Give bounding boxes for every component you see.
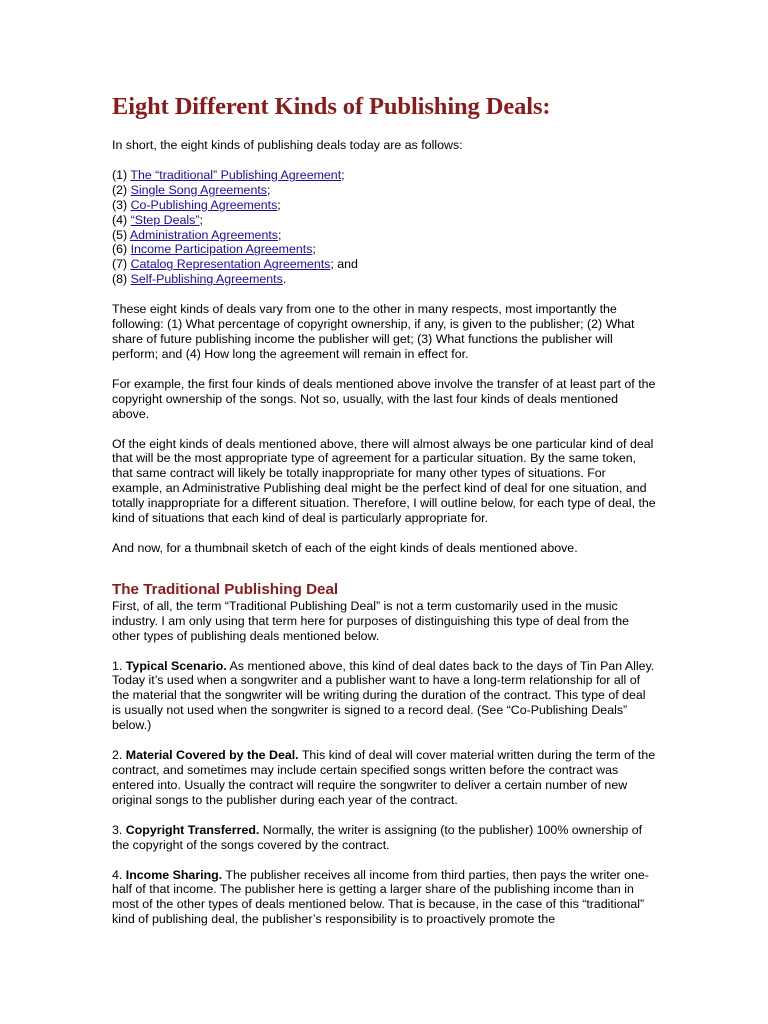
body-paragraph: For example, the first four kinds of deals mentioned above involve the transfer of at least part of the copyright ownership of the songs. Not so, usually, with the last four kinds of deals mentioned above. xyxy=(112,376,656,421)
item-heading: Material Covered by the Deal. xyxy=(125,748,299,763)
link-step-deals[interactable]: “Step Deals” xyxy=(130,212,200,227)
item-heading: Typical Scenario. xyxy=(125,658,227,673)
list-item: (4) “Step Deals”; xyxy=(112,212,203,227)
numbered-item: 1. Typical Scenario. As mentioned above, this kind of deal dates back to the days of Tin Pan Alley. Today it’s used when a songwriter and a publisher want to have a long-term relationship for all of the material that the songwriter will be writing during the duration of the contract. This type of deal is usually not used when the songwriter is signed to a record deal. (See “Co-Publishing Deals” below.) xyxy=(112,658,655,733)
numbered-item: 2. Material Covered by the Deal. This kind of deal will cover material written during the term of the contract, and sometimes may include certain specified songs written before the contract was entered into. Usually the contract will require the songwriter to deliver a certain number of new original songs to the publisher during each year of the contract. xyxy=(112,748,656,807)
page-title: Eight Different Kinds of Publishing Deals: xyxy=(112,93,551,120)
list-item: (1) The “traditional” Publishing Agreement; xyxy=(112,167,345,182)
list-item: (3) Co-Publishing Agreements; xyxy=(112,197,281,212)
item-heading: Copyright Transferred. xyxy=(125,822,260,837)
body-paragraph: Of the eight kinds of deals mentioned above, there will almost always be one particular kind of deal that will be the most appropriate type of agreement for a particular situation. By the same token, that same contract will likely be totally inappropriate for many other types of situations. For example, an Administrative Publishing deal might be the perfect kind of deal for one situation, and totally inappropriate for a different situation. Therefore, I will outline below, for each type of deal, the kind of situations that each kind of deal is particularly appropriate for. xyxy=(112,436,656,526)
link-co-publishing-agreements[interactable]: Co-Publishing Agreements xyxy=(130,197,278,212)
list-item: (2) Single Song Agreements; xyxy=(112,182,271,197)
link-traditional-publishing-agreement[interactable]: The “traditional” Publishing Agreement xyxy=(130,167,342,182)
list-item: (6) Income Participation Agreements; xyxy=(112,242,316,257)
link-administration-agreements[interactable]: Administration Agreements xyxy=(129,227,278,242)
list-item: (8) Self-Publishing Agreements. xyxy=(112,272,287,287)
link-catalog-representation-agreements[interactable]: Catalog Representation Agreements xyxy=(130,257,331,272)
list-item: (7) Catalog Representation Agreements; and xyxy=(112,257,358,272)
document-page xyxy=(112,92,657,942)
numbered-item: 3. Copyright Transferred. Normally, the writer is assigning (to the publisher) 100% ownership of the copyright of the songs covered by the contract. xyxy=(112,822,643,852)
body-paragraph: These eight kinds of deals vary from one to the other in many respects, most importantly the following: (1) What percentage of copyright ownership, if any, is given to the publisher; (2) What share of future publishing income the publisher will get; (3) What functions the publisher will perform; and (4) How long the agreement will remain in effect for. xyxy=(112,302,635,361)
intro-paragraph: In short, the eight kinds of publishing deals today are as follows: xyxy=(112,138,463,152)
deal-list xyxy=(112,168,657,287)
numbered-item: 4. Income Sharing. The publisher receives all income from third parties, then pays the writer one-half of that income. The publisher here is getting a larger share of the publishing income than in most of the other types of deals mentioned below. That is because, in the case of this “traditional” kind of publishing deal, the publisher’s responsibility is to proactively promote the xyxy=(112,867,649,927)
item-heading: Income Sharing. xyxy=(125,867,223,882)
section-heading: The Traditional Publishing Deal xyxy=(112,580,339,598)
link-self-publishing-agreements[interactable]: Self-Publishing Agreements xyxy=(130,272,283,287)
link-income-participation-agreements[interactable]: Income Participation Agreements xyxy=(130,242,313,257)
section-intro: First, of all, the term “Traditional Publishing Deal” is not a term customarily used in the music industry. I am only using that term here for purposes of distinguishing this type of deal from the other types of publishing deals mentioned below. xyxy=(112,598,629,643)
list-item: (5) Administration Agreements; xyxy=(112,227,282,242)
body-paragraph: And now, for a thumbnail sketch of each of the eight kinds of deals mentioned above. xyxy=(112,540,578,555)
link-single-song-agreements[interactable]: Single Song Agreements xyxy=(130,182,267,197)
